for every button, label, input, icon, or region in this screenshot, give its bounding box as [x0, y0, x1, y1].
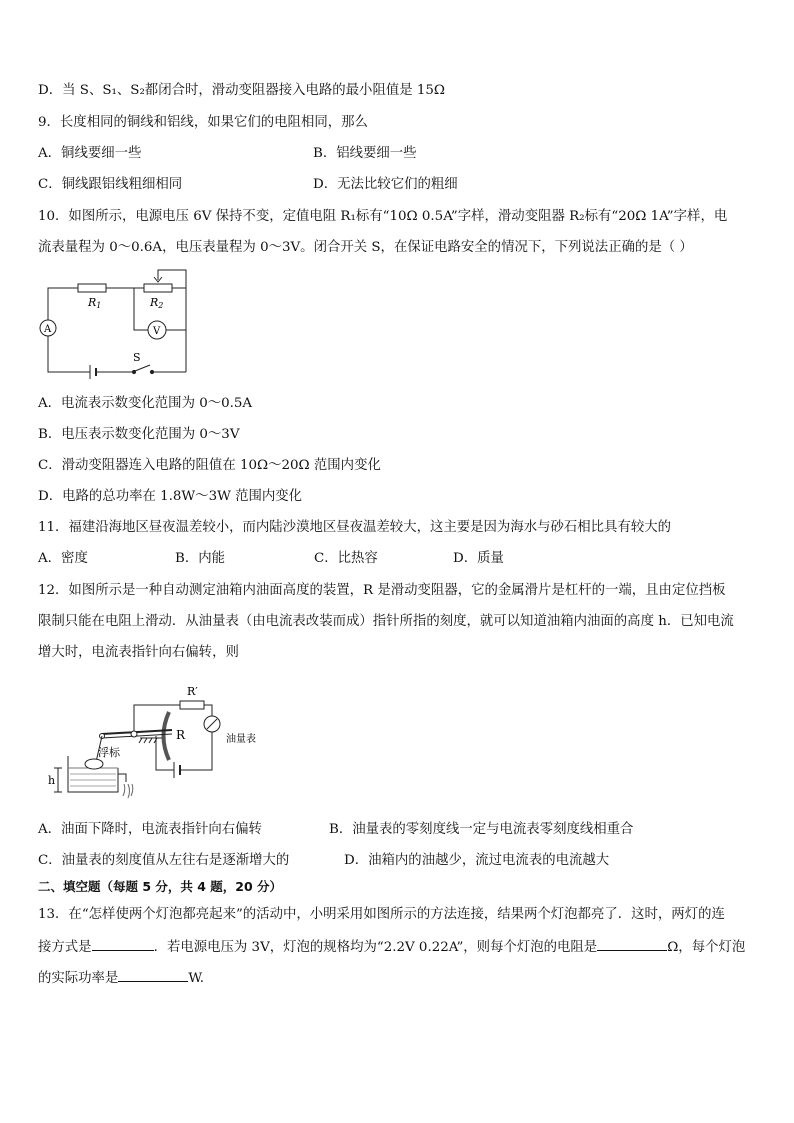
q12-r-prime-resistor — [180, 701, 204, 709]
svg-text:油量表: 油量表 — [226, 734, 256, 745]
q12-oil-gauge-diagram — [44, 678, 274, 814]
section-fill-in-title: 二、填空题（每题 5 分，共 4 题，20 分） — [38, 879, 283, 894]
svg-text:V: V — [153, 326, 161, 337]
q11-option-a: A．密度 — [38, 551, 88, 566]
q11-stem: 11．福建沿海地区昼夜温差较小，而内陆沙漠地区昼夜温差较大，这主要是因为海水与砂石相比具有较大的 — [38, 520, 672, 535]
svg-text:S: S — [133, 351, 141, 364]
q10-option-a: A．电流表示数变化范围为 0～0.5A — [38, 396, 253, 411]
svg-text:R: R — [176, 728, 186, 742]
q10-option-d: D．电路的总功率在 1.8W～3W 范围内变化 — [38, 489, 303, 504]
q9-option-a: A．铜线要细一些 — [38, 146, 142, 161]
q9-option-b: B．铝线要细一些 — [313, 146, 417, 161]
q10-r2-rheostat — [144, 284, 172, 292]
q8-option-d: D．当 S、S₁、S₂都闭合时，滑动变阻器接入电路的最小阻值是 15Ω — [38, 83, 446, 98]
svg-text:A: A — [44, 324, 52, 335]
q13-line1: 13．在“怎样使两个灯泡都亮起来”的活动中，小明采用如图所示的方法连接，结果两个灯泡都亮了．这时，两灯的连 — [38, 907, 725, 922]
q12-stem-line1: 12．如图所示是一种自动测定油箱内油面高度的装置，R 是滑动变阻器，它的金属滑片是杠杆的一端，且由定位挡板 — [38, 583, 726, 598]
q10-r1-resistor — [78, 284, 106, 292]
q13-blank-connection[interactable] — [92, 937, 154, 951]
svg-text:R1: R1 — [88, 296, 102, 310]
svg-text:h: h — [48, 774, 56, 787]
q9-option-d: D．无法比较它们的粗细 — [313, 177, 458, 192]
q12-option-c: C．油量表的刻度值从左往右是逐渐增大的 — [38, 853, 290, 868]
q9-option-c: C．铜线跟铝线粗细相同 — [38, 177, 183, 192]
q13-blank-resistance[interactable] — [597, 937, 667, 951]
q12-option-b: B．油量表的零刻度线一定与电流表零刻度线相重合 — [329, 822, 634, 837]
q12-option-d: D．油箱内的油越少，流过电流表的电流越大 — [344, 853, 610, 868]
q11-option-c: C．比热容 — [314, 551, 378, 566]
q9-stem: 9．长度相同的铜线和铝线，如果它们的电阻相同，那么 — [38, 115, 368, 130]
q13-line2: 接方式是 ．若电源电压为 3V，灯泡的规格均为“2.2V 0.22A”，则每个灯泡的电阻是 Ω，每个灯泡 — [38, 937, 745, 957]
q12-float — [85, 759, 103, 769]
q11-option-d: D．质量 — [453, 551, 504, 566]
q12-option-a: A．油面下降时，电流表指针向右偏转 — [38, 822, 262, 837]
q10-switch — [135, 365, 150, 371]
q13-line3: 的实际功率是 W. — [38, 968, 204, 988]
q12-stem-line2: 限制只能在电阻上滑动．从油量表（由电流表改装而成）指针所指的刻度，就可以知道油箱内油面的高度 h．已知电流 — [38, 614, 734, 629]
svg-text:浮标: 浮标 — [98, 746, 120, 759]
q11-option-b: B．内能 — [175, 551, 226, 566]
q10-stem-line1: 10．如图所示，电源电压 6V 保持不变，定值电阻 R₁标有“10Ω 0.5A”字样，滑动变阻器 R₂标有“20Ω 1A”字样，电 — [38, 209, 728, 224]
q12-stem-line3: 增大时，电流表指针向右偏转，则 — [38, 645, 239, 660]
q10-stem-line2: 流表量程为 0～0.6A，电压表量程为 0～3V。闭合开关 S，在保证电路安全的情况下，下列说法正确的是（ ） — [38, 240, 693, 255]
q10-circuit-diagram — [36, 268, 196, 388]
svg-text:R2: R2 — [150, 296, 164, 310]
q12-variable-resistor — [164, 712, 170, 760]
q10-option-c: C．滑动变阻器连入电路的阻值在 10Ω～20Ω 范围内变化 — [38, 458, 381, 473]
q13-blank-power[interactable] — [118, 968, 188, 982]
q10-option-b: B．电压表示数变化范围为 0～3V — [38, 427, 240, 442]
svg-text:R′: R′ — [187, 685, 198, 698]
